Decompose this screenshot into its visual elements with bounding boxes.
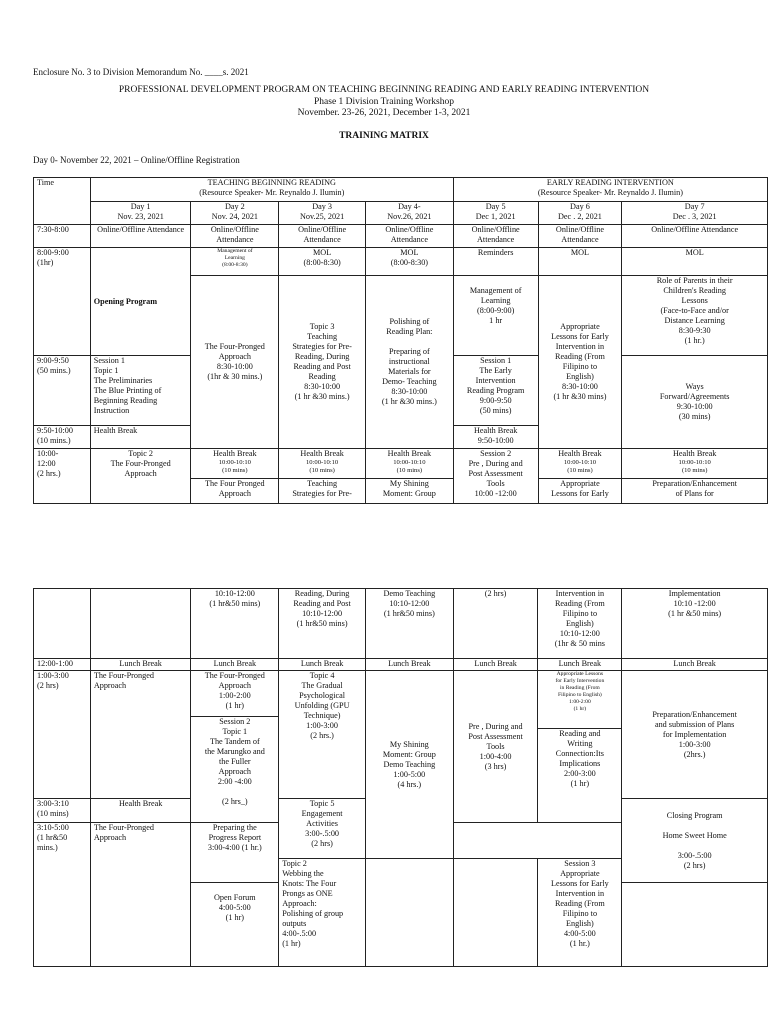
ways-forward-cell: Ways Forward/Agreements 9:30-10:00 (30 mins)	[622, 356, 768, 449]
training-matrix-part1	[33, 177, 768, 504]
appropriate-lessons-cell: Appropriate Lessons for Early Intervention in Reading (From Filipino to English) 8:30-10:00 (1 hr &30 mins)	[538, 276, 622, 449]
session2-cell: Session 2 Pre , During and Post Assessment Tools 10:00 -12:00	[453, 449, 538, 504]
preparation-cell: Implementation 10:10 -12:00 (1 hr &50 mins)	[622, 589, 768, 659]
topic2-cell: Topic 2 Webbing the Knots: The Four Prongs as ONE Approach: Polishing of group outputs 4:00-.5:00 (1 hr)	[279, 859, 366, 967]
time-cell: 3:10-5:00 (1 hr&50 mins.)	[34, 823, 91, 967]
lunch-break-cell: Lunch Break	[622, 659, 768, 671]
closing-program-cell: Closing Program Home Sweet Home 3:00-.5:00 (2 hrs)	[622, 799, 768, 883]
health-break-cell: Health Break	[90, 426, 191, 449]
matrix-title: TRAINING MATRIX	[339, 131, 429, 141]
tbr-header: TEACHING BEGINNING READING (Resource Speaker- Mr. Reynaldo J. Ilumin)	[90, 178, 453, 202]
reminders-cell: Reminders	[453, 248, 538, 276]
session1-cell: Session 1 Topic 1 The Preliminaries The Blue Printing of Beginning Reading Instruction	[90, 356, 191, 426]
attendance-cell: Online/Offline Attendance	[279, 225, 366, 248]
day-header: Day 3 Nov.25, 2021	[279, 202, 366, 225]
empty-cell	[90, 589, 191, 659]
dates-line: November. 23-26, 2021, December 1-3, 2021	[297, 108, 471, 118]
time-cell: 12:00-1:00	[34, 659, 91, 671]
health-break-cell: Health Break 10:00-10:10 (10 mins)	[622, 449, 768, 479]
attendance-cell: Online/Offline Attendance	[538, 225, 622, 248]
session3-cell: Session 3 Appropriate Lessons for Early Intervention in Reading (From Filipino to English) 4:00-5:00 (1 hr.)	[538, 859, 622, 967]
program-title: PROFESSIONAL DEVELOPMENT PROGRAM ON TEACHING BEGINNING READING AND EARLY READING INTERVENTION	[118, 85, 650, 95]
enclosure-line: Enclosure No. 3 to Division Memorandum No. ____s. 2021	[33, 67, 249, 77]
mol-cell: MOL (8:00-8:30)	[279, 248, 366, 276]
time-cell: 1:00-3:00 (2 hrs)	[34, 671, 91, 799]
teaching-strategies-cell: Teaching Strategies for Pre-	[279, 479, 366, 504]
attendance-cell: Online/Offline Attendance	[453, 225, 538, 248]
health-break-cell: Health Break 10:00-10:10 (10 mins)	[538, 449, 622, 479]
lunch-break-cell: Lunch Break	[191, 659, 279, 671]
four-pronged-cell: The Four-Pronged Approach	[90, 823, 191, 967]
attendance-cell: Online/Offline Attendance	[622, 225, 768, 248]
session2-cell: Session 2 Topic 1 The Tandem of the Marungko and the Fuller Approach 2:00 -4:00 (2 hrs_)	[191, 717, 279, 823]
health-break-cell: Health Break 10:00-10:10 (10 mins)	[366, 449, 454, 479]
empty-cell	[622, 883, 768, 967]
day-header: Day 6 Dec . 2, 2021	[538, 202, 622, 225]
appropriate-lessons-cell: Appropriate Lessons for Early	[538, 479, 622, 504]
session1-cell: Session 1 The Early Intervention Reading Program 9:00-9:50 (50 mins)	[453, 356, 538, 426]
assessment-tools-cell: Pre , During and Post Assessment Tools 1:00-4:00 (3 hrs)	[453, 671, 538, 823]
time-cell: 9:50-10:00 (10 mins.)	[34, 426, 91, 449]
empty-cell	[365, 859, 453, 967]
mol-cell: MOL	[622, 248, 768, 276]
shining-moment-cell: My Shining Moment: Group	[366, 479, 454, 504]
lunch-break-cell: Lunch Break	[90, 659, 191, 671]
open-forum-cell: Open Forum 4:00-5:00 (1 hr)	[191, 883, 279, 967]
day0-registration: Day 0- November 22, 2021 – Online/Offline Registration	[33, 155, 240, 165]
polishing-reading-plan-cell: Polishing of Reading Plan: Preparing of instructional Materials for Demo- Teaching 8:30-10:00 (1 hr &30 mins.)	[366, 276, 454, 449]
days-row	[34, 202, 768, 225]
topic2-cell: Topic 2 The Four-Pronged Approach	[90, 449, 191, 504]
appropriate-lessons-cell: Intervention in Reading (From Filipino to English) 10:10-12:00 (1hr & 50 mins	[538, 589, 622, 659]
time-cell: 10:00- 12:00 (2 hrs.)	[34, 449, 91, 504]
attendance-cell: Online/Offline Attendance	[90, 225, 191, 248]
teaching-strategies-cell: Reading, During Reading and Post 10:10-12:00 (1 hr&50 mins)	[279, 589, 366, 659]
phase-line: Phase 1 Division Training Workshop	[314, 97, 454, 107]
day-header: Day 7 Dec . 3, 2021	[622, 202, 768, 225]
role-of-parents-cell: Role of Parents in their Children's Reading Lessons (Face-to-Face and/or Distance Learning 8:30-9:30 (1 hr.)	[622, 276, 768, 356]
attendance-cell: Online/Offline Attendance	[366, 225, 454, 248]
mol-cell: MOL	[538, 248, 622, 276]
day-header: Day 1 Nov. 23, 2021	[90, 202, 191, 225]
health-break-cell: Health Break	[90, 799, 191, 823]
four-pronged-cell: The Four-Pronged Approach 8:30-10:00 (1hr & 30 mins.)	[191, 276, 279, 449]
session2-cell: (2 hrs)	[453, 589, 538, 659]
mol-cell: MOL (8:00-8:30)	[366, 248, 454, 276]
health-break-cell: Health Break 9:50-10:00	[453, 426, 538, 449]
time-cell: 7:30-8:00	[34, 225, 91, 248]
progress-report-cell: Preparing the Progress Report 3:00-4:00 (1 hr.)	[191, 823, 279, 883]
time-header: Time	[34, 178, 91, 225]
time-cell: 8:00-9:00 (1hr)	[34, 248, 91, 356]
four-pronged-cell: The Four-Pronged Approach	[90, 671, 191, 799]
training-matrix-part2	[33, 588, 768, 967]
four-pronged-cell: The Four Pronged Approach	[191, 479, 279, 504]
lunch-break-cell: Lunch Break	[365, 659, 453, 671]
attendance-cell: Online/Offline Attendance	[191, 225, 279, 248]
preparation-cell: Preparation/Enhancement and submission of Plans for Implementation 1:00-3:00 (2hrs.)	[622, 671, 768, 799]
time-cell: 3:00-3:10 (10 mins)	[34, 799, 91, 823]
health-break-cell: Health Break 10:00-10:10 (10 mins)	[191, 449, 279, 479]
topic4-cell: Topic 4 The Gradual Psychological Unfolding (GPU Technique) 1:00-3:00 (2 hrs.)	[279, 671, 366, 799]
time-cell	[34, 589, 91, 659]
empty-cell	[453, 859, 538, 967]
health-break-cell: Health Break 10:00-10:10 (10 mins)	[279, 449, 366, 479]
management-of-learning-cell: Management of Learning (8:00-9:00) 1 hr	[453, 276, 538, 356]
management-of-learning-cell: Management of Learning (8:00-8:30)	[191, 248, 279, 276]
shining-moment-cell: My Shining Moment: Group Demo Teaching 1:00-5:00 (4 hrs.)	[365, 671, 453, 859]
day-header: Day 4- Nov.26, 2021	[366, 202, 454, 225]
four-pronged-cell: The Four-Pronged Approach 1:00-2:00 (1 hr)	[191, 671, 279, 717]
lunch-break-cell: Lunch Break	[453, 659, 538, 671]
reading-writing-cell: Reading and Writing Connection:Its Implications 2:00-3:00 (1 hr)	[538, 729, 622, 823]
appropriate-lessons-cell: Appropriate Lessons for Early Intervention in Reading (From Filipino to English) 1:00-2:00 (1 hr)	[538, 671, 622, 729]
day-header: Day 5 Dec 1, 2021	[453, 202, 538, 225]
shining-moment-cell: Demo Teaching 10:10-12:00 (1 hr&50 mins)	[365, 589, 453, 659]
four-pronged-cell: 10:10-12:00 (1 hr&50 mins)	[191, 589, 279, 659]
lunch-break-cell: Lunch Break	[279, 659, 366, 671]
topic3-cell: Topic 3 Teaching Strategies for Pre- Reading, During Reading and Post Reading 8:30-10:00 (1 hr &30 mins.)	[279, 276, 366, 449]
time-cell: 9:00-9:50 (50 mins.)	[34, 356, 91, 426]
topic5-cell: Topic 5 Engagement Activities 3:00-.5:00 (2 hrs)	[279, 799, 366, 859]
eri-header: EARLY READING INTERVENTION (Resource Speaker- Mr. Reynaldo J. Ilumin)	[453, 178, 767, 202]
lunch-break-cell: Lunch Break	[538, 659, 622, 671]
preparation-cell: Preparation/Enhancement of Plans for	[622, 479, 768, 504]
opening-program-cell: Opening Program	[90, 248, 191, 356]
day-header: Day 2 Nov. 24, 2021	[191, 202, 279, 225]
